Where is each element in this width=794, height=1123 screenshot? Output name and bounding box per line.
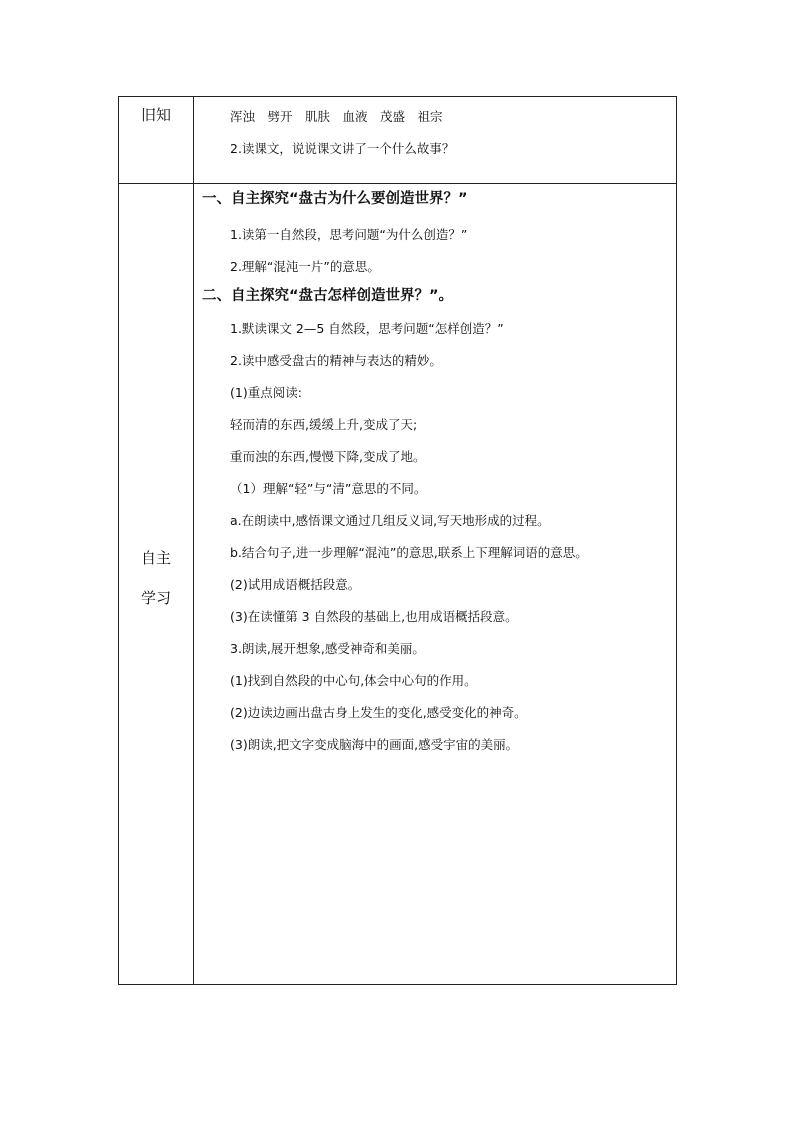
list-item: a.在朗读中,感悟课文通过几组反义词,写天地形成的过程。 (230, 513, 550, 528)
vocabulary-line: 浑浊 劈开 肌肤 血液 茂盛 祖宗 (230, 109, 443, 124)
list-item: (3)朗读,把文字变成脑海中的画面,感受宇宙的美丽。 (230, 737, 519, 752)
self-study-label (119, 184, 193, 618)
review-label: 旧知 (140, 106, 171, 124)
list-item: 3.朗读,展开想象,感受神奇和美丽。 (230, 641, 425, 656)
review-content-cell (194, 97, 677, 184)
list-item: 2.读中感受盘古的精神与表达的精妙。 (230, 353, 442, 368)
list-item: (1)重点阅读: (230, 385, 302, 400)
self-study-row (119, 184, 677, 985)
review-row (119, 97, 677, 184)
review-label-cell (119, 97, 194, 184)
list-item: 1.读第一自然段，思考问题“为什么创造？” (230, 227, 468, 242)
section-heading-2: 二、自主探究“盘古怎样创造世界？”。 (202, 288, 454, 304)
list-item: (3)在读懂第 3 自然段的基础上,也用成语概括段意。 (230, 609, 518, 624)
list-item: (2)边读边画出盘古身上发生的变化,感受变化的神奇。 (230, 705, 527, 720)
self-study-label-line2: 学习 (140, 589, 171, 607)
self-study-label-cell (119, 184, 194, 985)
list-item: 1.默读课文 2—5 自然段，思考问题“怎样创造？” (230, 321, 504, 336)
list-item: (1)找到自然段的中心句,体会中心句的作用。 (230, 673, 477, 688)
list-item: 轻而清的东西,缓缓上升,变成了天; (230, 417, 418, 432)
section-heading-1: 一、自主探究“盘古为什么要创造世界？” (202, 191, 468, 207)
lesson-plan-table (118, 96, 677, 985)
self-study-content-cell (194, 184, 677, 985)
list-item: （1）理解“轻”与“清”意思的不同。 (230, 481, 427, 496)
list-item: (2)试用成语概括段意。 (230, 577, 361, 592)
question-line: 2.读课文，说说课文讲了一个什么故事？ (230, 141, 455, 156)
self-study-label-line1: 自主 (140, 549, 171, 567)
list-item: 重而浊的东西,慢慢下降,变成了地。 (230, 449, 426, 464)
list-item: b.结合句子,进一步理解“混沌”的意思,联系上下理解词语的意思。 (230, 545, 588, 560)
list-item: 2.理解“混沌一片”的意思。 (230, 259, 380, 274)
